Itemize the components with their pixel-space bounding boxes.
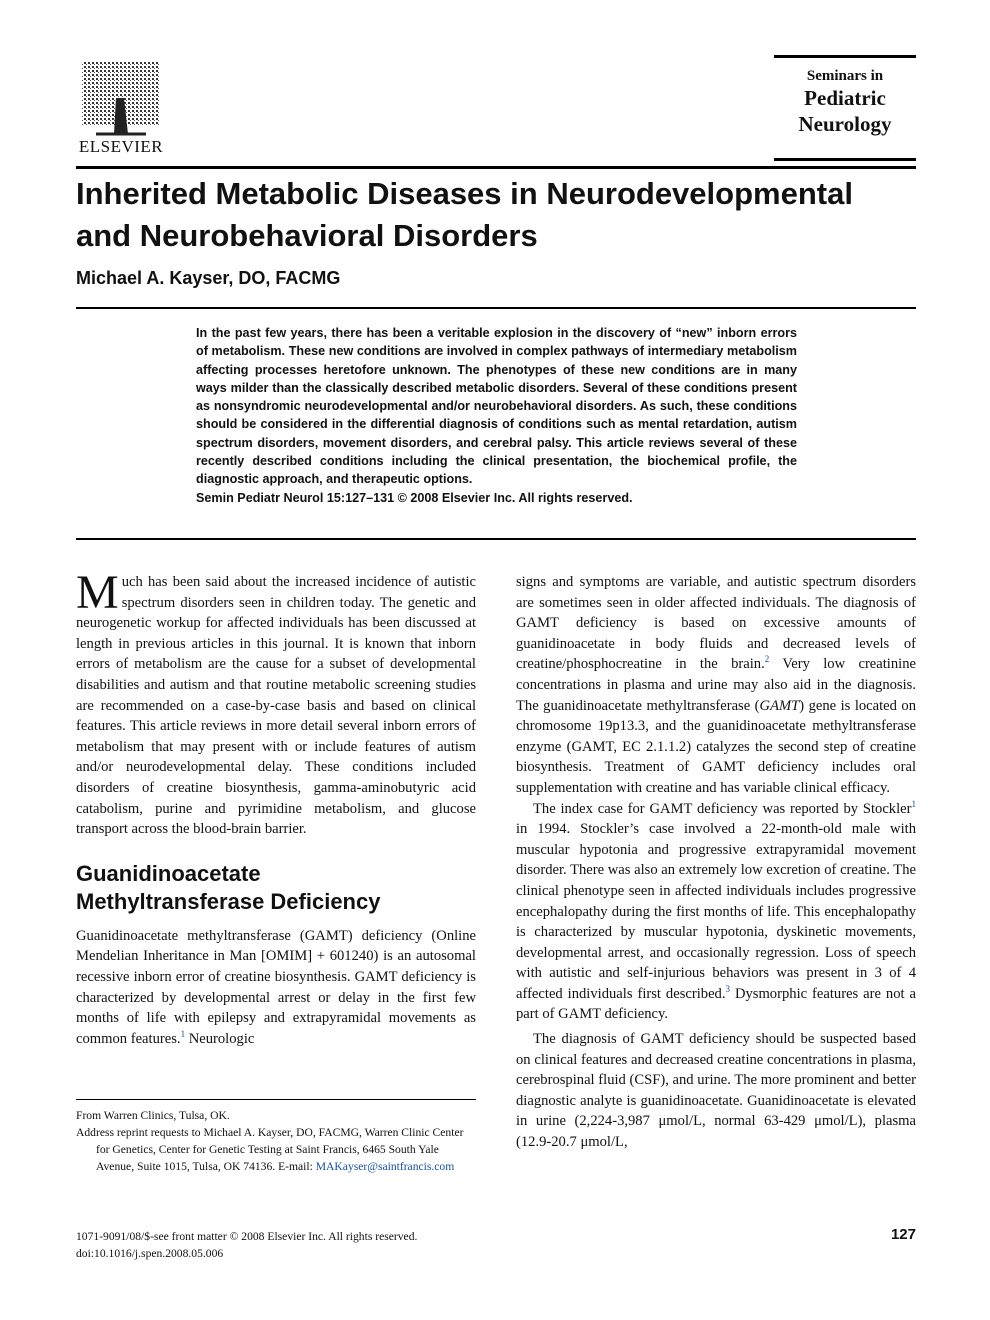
gene-name: GAMT	[759, 697, 800, 714]
p1-text-a: signs and symptoms are variable, and autistic spectrum disorders are sometimes seen in older affected individuals. The diagnosis of GAMT deficiency is based on excessive amounts of guanidinoacetate in body fluids and decreased levels of creatine/phosphocreatine in the brain.	[516, 574, 916, 673]
p1-text-c: ) gene is located on chromosome 19p13.3, and the guanidinoacetate methyltransferase enzyme (GAMT, EC 2.1.1.2) catalyzes the second step of creatine biosynthesis. Treatment of GAMT deficiency includes oral supplementation with creatine and has variable clinical efficacy.	[516, 697, 917, 796]
right-paragraph-1	[516, 572, 916, 799]
bottom-info	[76, 1228, 417, 1262]
gamt-text: Guanidinoacetate methyltransferase (GAMT) deficiency (Online Mendelian Inheritance in Man [OMIM] + 601240) is an autosomal recessive inborn error of creatine biosynthesis. GAMT deficiency is characterized by developmental arrest or delay in the first few months of life with epilepsy and extrapyramidal movements as common features.	[76, 927, 476, 1047]
ref-link[interactable]: 2	[764, 654, 770, 665]
page-number: 127	[890, 1226, 916, 1243]
abstract-text: In the past few years, there has been a veritable explosion in the discovery of “new” inborn errors of metabolism. These new conditions are involved in complex pathways of intermediary metabolism affecting processes heretofore unknown. The phenotypes of these new conditions are in many ways milder than the classically described metabolic disorders. Several of these conditions present as nonsyndromic neurodevelopmental and/or neurobehavioral disorders. As such, these conditions should be considered in the differential diagnosis of conditions such as mental retardation, autism spectrum disorders, movement disorders, and cerebral palsy. This article reviews several of these recently described conditions including the clinical presentation, the biochemical profile, the diagnostic approach, and therapeutic options.	[196, 326, 797, 487]
email-link[interactable]: MAKayser@saintfrancis.com	[315, 1160, 455, 1173]
tree-icon	[76, 58, 166, 138]
article-title: Inherited Metabolic Diseases in Neurodevelopmental and Neurobehavioral Disorders	[76, 176, 853, 253]
reprint-address	[76, 1124, 476, 1175]
p2-text-c: Dysmorphic features are not a part of GAMT deficiency.	[516, 985, 916, 1023]
section-heading-line2: Methyltransferase Deficiency	[76, 888, 381, 914]
ref-link[interactable]: 1	[180, 1028, 186, 1039]
issn-line: 1071-9091/08/$-see front matter © 2008 Elsevier Inc. All rights reserved.	[76, 1230, 418, 1243]
footnote	[76, 1107, 476, 1175]
journal-line2: Pediatric	[804, 86, 886, 110]
p1-text-b: Very low creatinine concentrations in plasma and urine may also aid in the diagnosis. The guanidinoacetate methyltransferase (	[516, 656, 916, 714]
right-column	[516, 572, 916, 1153]
journal-line1: Seminars in	[806, 68, 884, 84]
gamt-tail: Neurologic	[185, 1030, 255, 1047]
title-rule	[76, 166, 916, 169]
footnote-rule	[76, 1099, 476, 1100]
right-paragraph-3: The diagnosis of GAMT deficiency should be suspected based on clinical features and decreased creatine concentrations in plasma, cerebrospinal fluid (CSF), and urine. The more prominent and better diagnostic analyte is guanidinoacetate. Guanidinoacetate is elevated in urine (2,224-3,987 μmol/L, normal 63-429 μmol/L), plasma (12.9-20.7 μmol/L,	[516, 1031, 916, 1151]
abstract	[196, 324, 797, 507]
drop-cap: M	[76, 566, 119, 619]
address-text: Address reprint requests to Michael A. Kayser, DO, FACMG, Warren Clinic Center for Genetics, Center for Genetic Testing at Saint Francis, 6465 South Yale Avenue, Suite 1015, Tulsa, OK 74136. E-mail:	[76, 1126, 464, 1173]
section-heading-line1: Guanidinoacetate	[76, 860, 261, 886]
gamt-paragraph	[76, 926, 476, 1050]
journal-masthead	[774, 55, 916, 161]
affiliation: From Warren Clinics, Tulsa, OK.	[76, 1109, 230, 1122]
left-column	[76, 566, 476, 1049]
abstract-bottom-rule	[76, 538, 916, 540]
doi-line[interactable]: doi:10.1016/j.spen.2008.05.006	[76, 1247, 224, 1260]
article-author: Michael A. Kayser, DO, FACMG	[76, 268, 341, 288]
abstract-citation: Semin Pediatr Neurol 15:127–131 © 2008 Elsevier Inc. All rights reserved.	[196, 490, 633, 505]
abstract-top-rule	[76, 307, 916, 309]
intro-paragraph	[76, 566, 476, 840]
ref-link[interactable]: 1	[911, 798, 916, 809]
publisher-name: ELSEVIER	[78, 137, 164, 156]
right-paragraph-2	[516, 799, 916, 1026]
intro-text: uch has been said about the increased incidence of autistic spectrum disorders seen in children today. The genetic and neurogenetic workup for affected individuals has been discussed at length in previous articles in this journal. It is known that inborn errors of metabolism are the cause for a subset of developmental disabilities and autism and that routine metabolic screening studies are recommended on a case-by-case basis and based on clinical features. This article reviews in more detail several inborn errors of metabolism that may present with or include features of autism and/or neurodevelopmental delay. These conditions included disorders of creatine biosynthesis, gamma-aminobutyric acid catabolism, purine and pyrimidine metabolism, and glucose transport across the blood-brain barrier.	[76, 574, 476, 838]
journal-line3: Neurology	[798, 112, 892, 136]
section-heading	[76, 860, 476, 916]
ref-link[interactable]: 3	[725, 983, 730, 994]
p2-text-a: The index case for GAMT deficiency was reported by Stockler	[533, 800, 912, 817]
p2-text-b: in 1994. Stockler’s case involved a 22-month-old male with muscular hypotonia and progressive extrapyramidal movement disorder. There was also an extremely low excretion of creatine. The clinical phenotype seen in affected individuals includes progressive encephalopathy during the first months of life. This encephalopathy is characterized by muscular hypotonia, dyskinetic movements, developmental arrest, and occasionally regression. Loss of speech with autistic and self-injurious behaviors was present in 3 of 4 affected individuals first described.	[516, 821, 916, 1002]
